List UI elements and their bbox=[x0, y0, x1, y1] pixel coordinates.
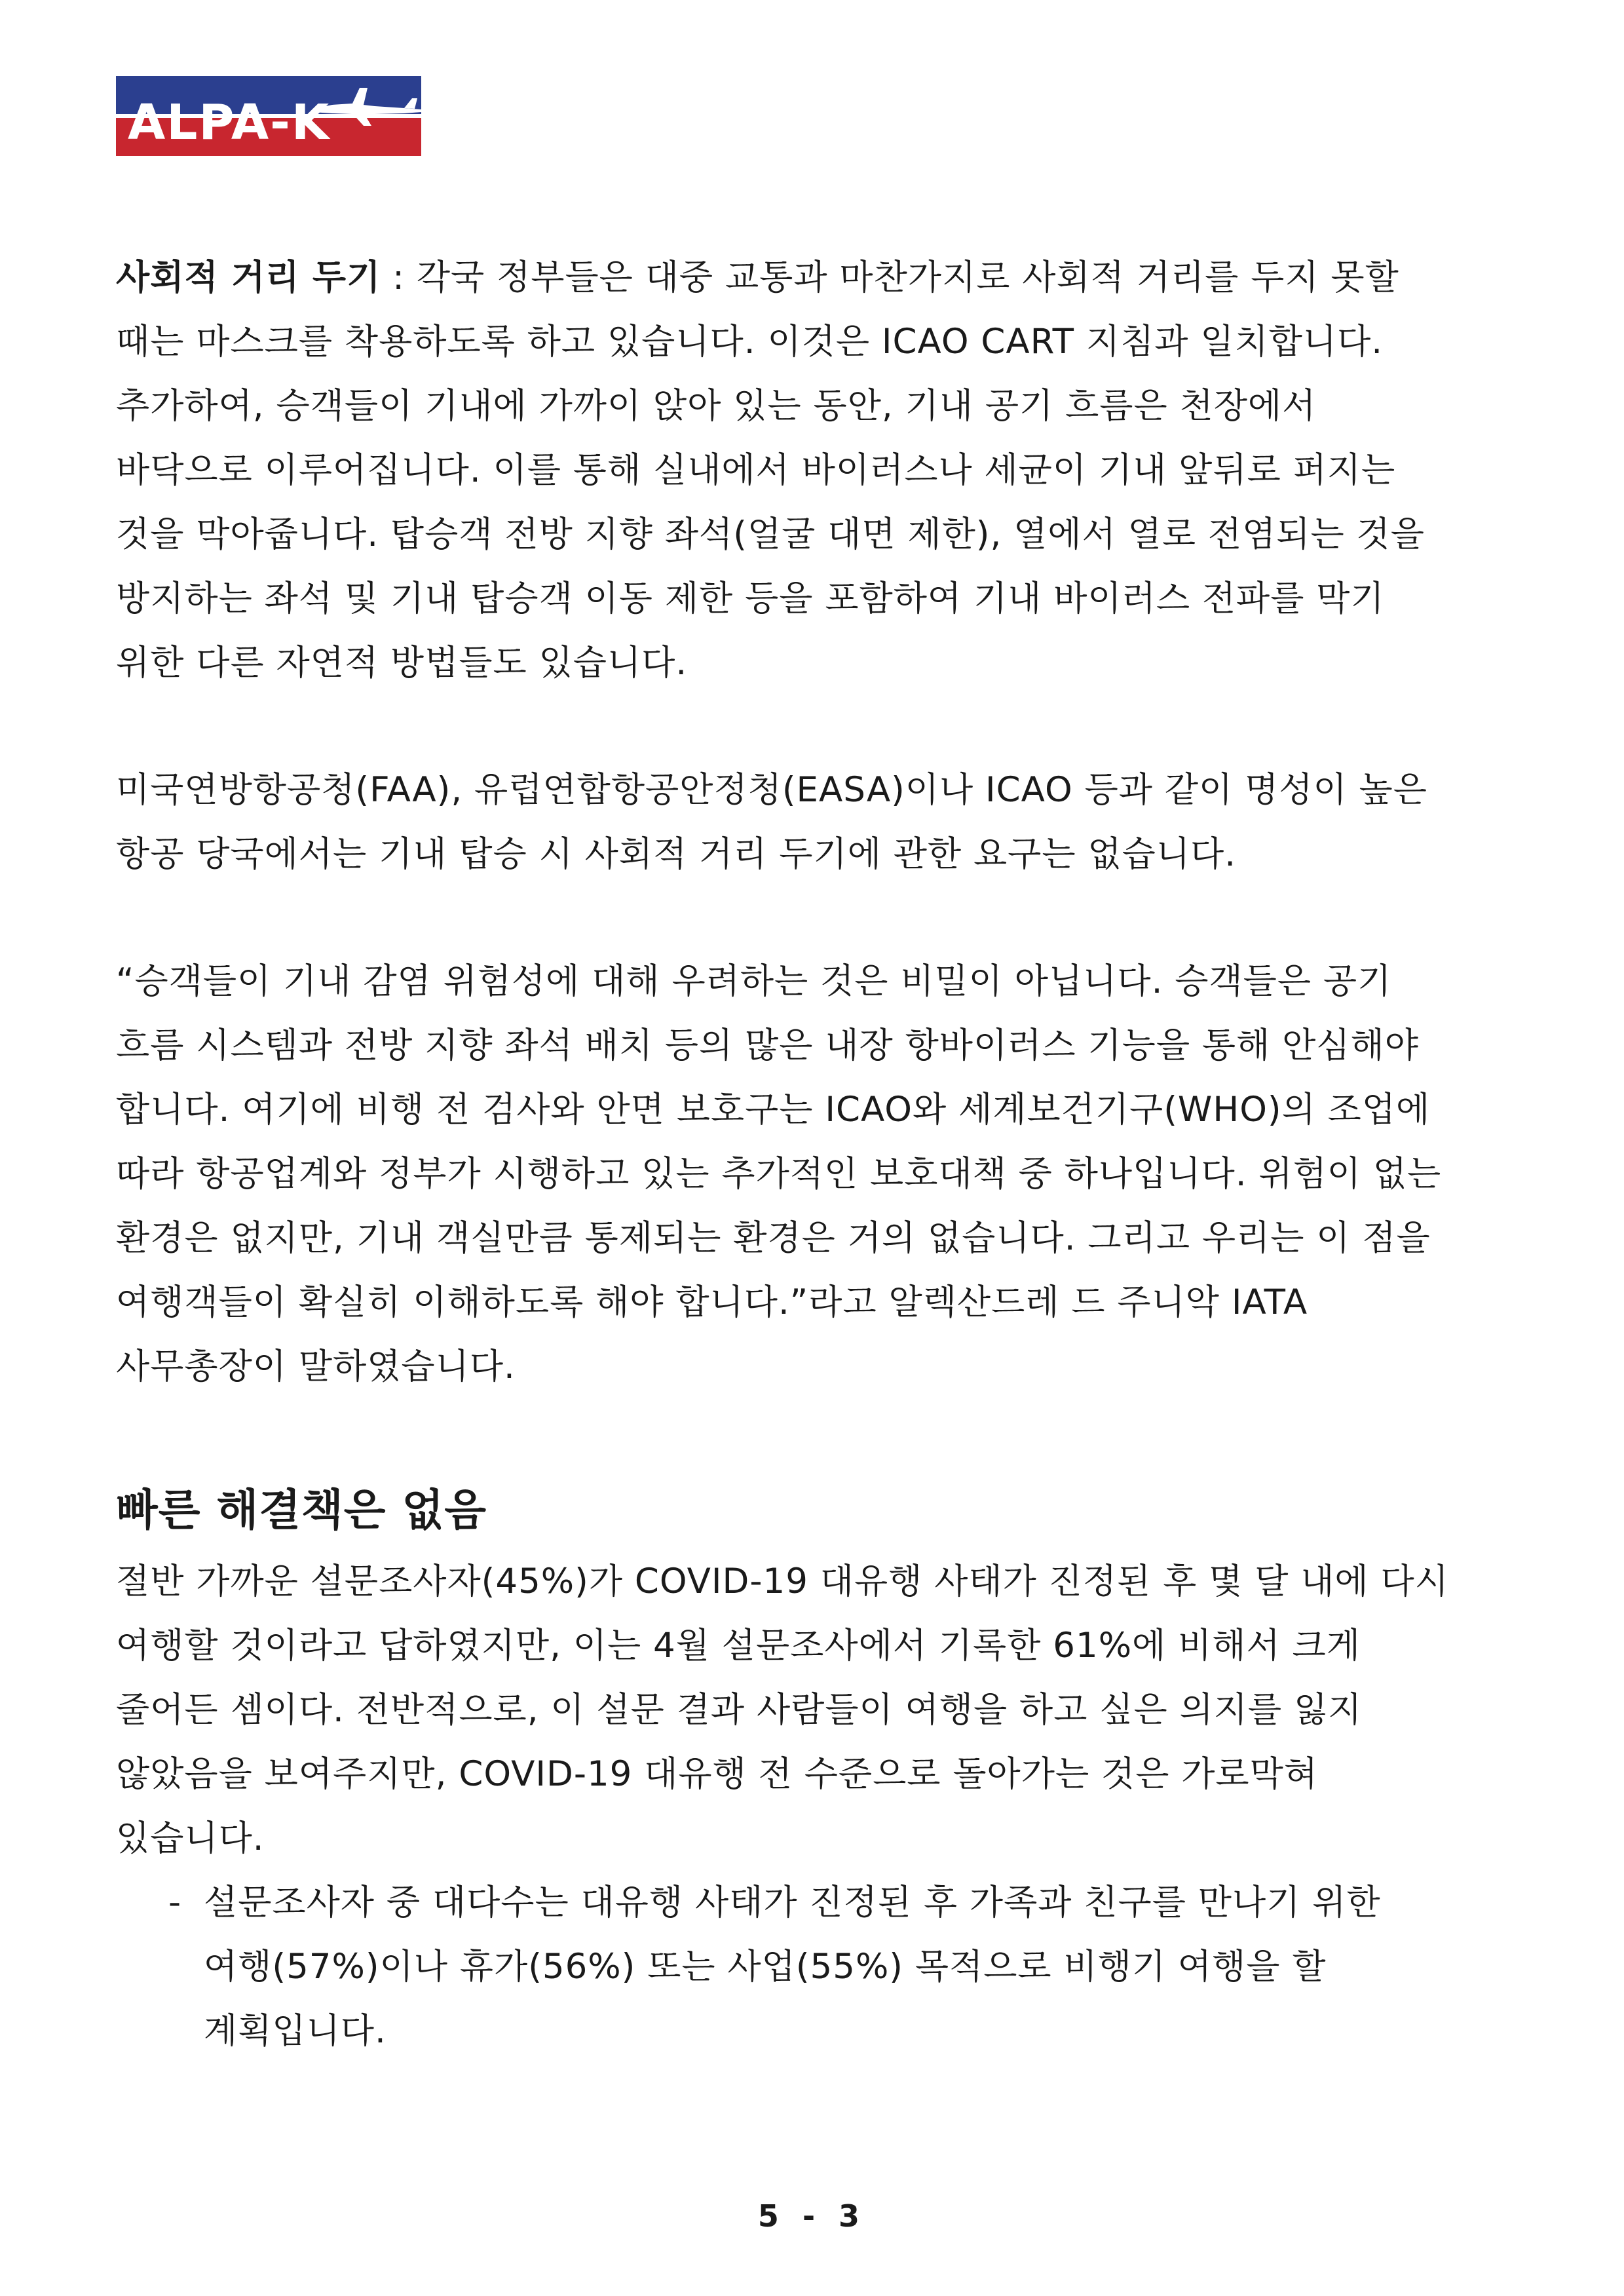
paragraph-social-distancing bbox=[116, 246, 1524, 695]
bullet-marker: - bbox=[168, 1883, 182, 1923]
paragraph-survey-results bbox=[116, 1550, 1524, 1871]
paragraph-line: 절반 가까운 설문조사자(45%)가 COVID-19 대유행 사태가 진정된 후 몇 달 내에 다시 bbox=[116, 1561, 1449, 1601]
bullet-item bbox=[116, 1871, 1524, 2063]
paragraph-line: 추가하여, 승객들이 기내에 가까이 앉아 있는 동안, 기내 공기 흐름은 천장에서 bbox=[116, 386, 1317, 426]
section-heading: 빠른 해결책은 없음 bbox=[116, 1485, 487, 1535]
alpa-k-logo bbox=[116, 76, 421, 156]
paragraph-line: 줄어든 셈이다. 전반적으로, 이 설문 결과 사람들이 여행을 하고 싶은 의지를 잃지 bbox=[116, 1690, 1363, 1730]
paragraph-line: 사무총장이 말하였습니다. bbox=[116, 1347, 516, 1387]
paragraph-line: 합니다. 여기에 비행 전 검사와 안면 보호구는 ICAO와 세계보건기구(WHO)의 조업에 bbox=[116, 1090, 1431, 1130]
paragraph-line: 것을 막아줍니다. 탑승객 전방 지향 좌석(얼굴 대면 제한), 열에서 열로 전염되는 것을 bbox=[116, 514, 1425, 554]
paragraph-line: 미국연방항공청(FAA), 유럽연합항공안정청(EASA)이나 ICAO 등과 같이 명성이 높은 bbox=[116, 770, 1427, 810]
bullet-line: 여행(57%)이나 휴가(56%) 또는 사업(55%) 목적으로 비행기 여행을 할 bbox=[204, 1947, 1327, 1987]
paragraph-line: : 각국 정부들은 대중 교통과 마찬가지로 사회적 거리를 두지 못할 bbox=[381, 258, 1399, 297]
bullet-line: 계획입니다. bbox=[204, 2011, 387, 2051]
paragraph-line: 여행객들이 확실히 이해하도록 해야 합니다.”라고 알렉산드레 드 주니악 IATA bbox=[116, 1282, 1308, 1322]
paragraph-lead-heading: 사회적 거리 두기 bbox=[116, 258, 381, 297]
paragraph-line: 위한 다른 자연적 방법들도 있습니다. bbox=[116, 643, 688, 683]
paragraph-iata-quote bbox=[116, 949, 1524, 1399]
paragraph-line: 항공 당국에서는 기내 탑승 시 사회적 거리 두기에 관한 요구는 없습니다. bbox=[116, 834, 1237, 874]
paragraph-aviation-authorities bbox=[116, 758, 1524, 887]
paragraph-line: 여행할 것이라고 답하였지만, 이는 4월 설문조사에서 기록한 61%에 비해서 크게 bbox=[116, 1626, 1361, 1666]
paragraph-line: 않았음을 보여주지만, COVID-19 대유행 전 수준으로 돌아가는 것은 가로막혀 bbox=[116, 1754, 1319, 1794]
paragraph-line: 흐름 시스템과 전방 지향 좌석 배치 등의 많은 내장 항바이러스 기능을 통해 안심해야 bbox=[116, 1025, 1419, 1065]
paragraph-line: 바닥으로 이루어집니다. 이를 통해 실내에서 바이러스나 세균이 기내 앞뒤로 퍼지는 bbox=[116, 450, 1396, 490]
paragraph-line: “승객들이 기내 감염 위험성에 대해 우려하는 것은 비밀이 아닙니다. 승객들은 공기 bbox=[116, 961, 1392, 1001]
logo-text: ALPA-K bbox=[128, 94, 331, 151]
paragraph-line: 때는 마스크를 착용하도록 하고 있습니다. 이것은 ICAO CART 지침과 일치합니다. bbox=[116, 322, 1384, 362]
bullet-line: 설문조사자 중 대다수는 대유행 사태가 진정된 후 가족과 친구를 만나기 위한 bbox=[204, 1883, 1381, 1923]
page-number: 5 - 3 bbox=[757, 2198, 867, 2234]
paragraph-line: 방지하는 좌석 및 기내 탑승객 이동 제한 등을 포함하여 기내 바이러스 전파를 막기 bbox=[116, 579, 1385, 619]
paragraph-line: 따라 항공업계와 정부가 시행하고 있는 추가적인 보호대책 중 하나입니다. 위험이 없는 bbox=[116, 1154, 1442, 1194]
document-body bbox=[116, 246, 1524, 2063]
paragraph-line: 있습니다. bbox=[116, 1818, 265, 1858]
paragraph-line: 환경은 없지만, 기내 객실만큼 통제되는 환경은 거의 없습니다. 그리고 우리는 이 점을 bbox=[116, 1218, 1431, 1258]
